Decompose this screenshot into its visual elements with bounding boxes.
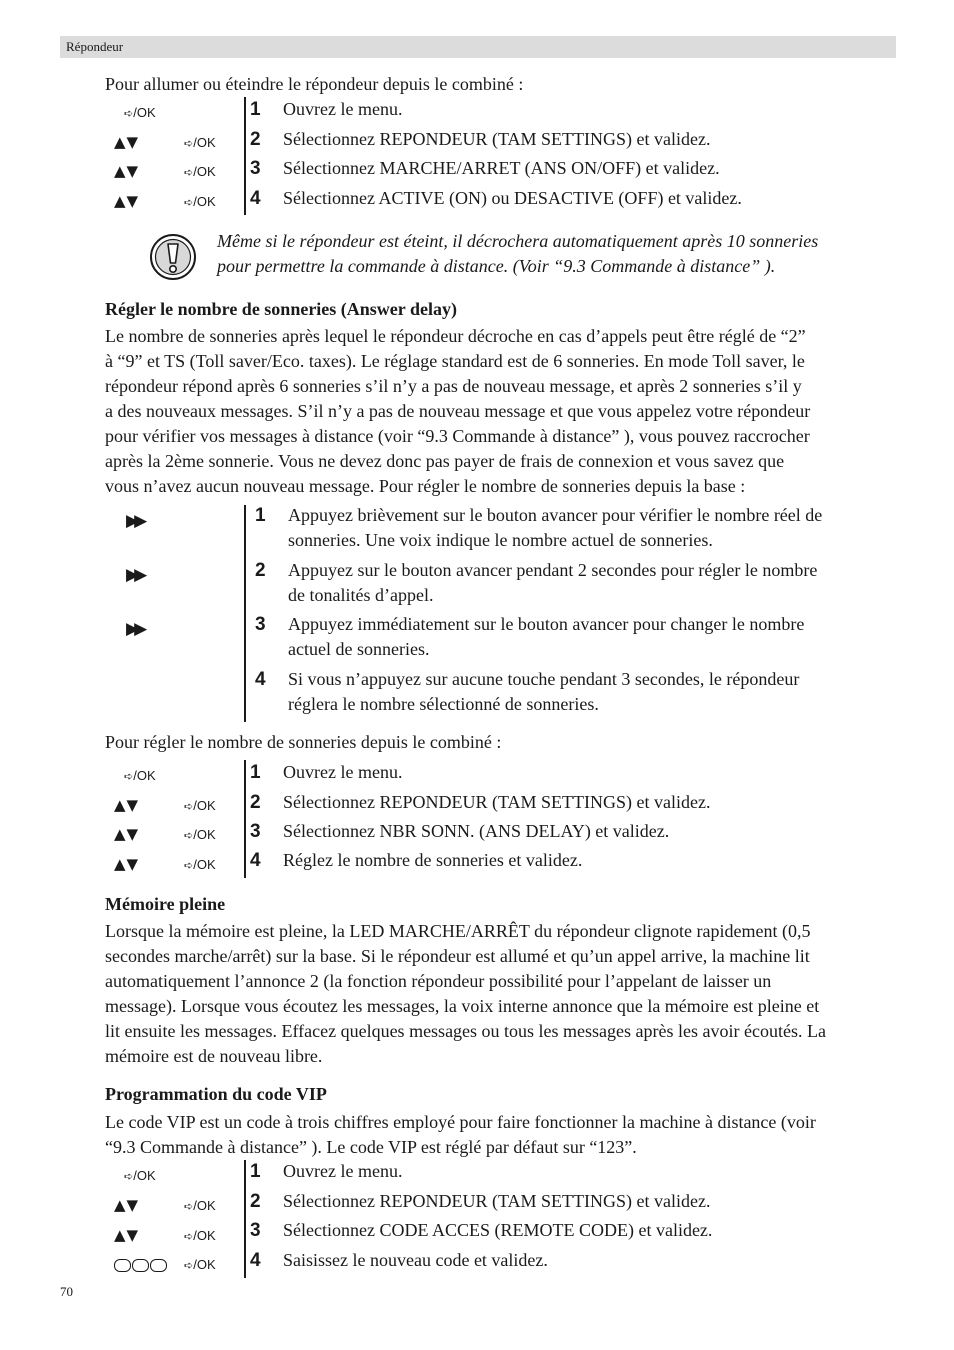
paragraph-line: pour vérifier vos messages à distance (voir “9.3 Commande à distance” ), vous pouvez raccrocher [105, 426, 810, 446]
forward-button-icon: ▶▶ [126, 511, 143, 531]
nav-keys-icon: ▲▼ [114, 855, 140, 873]
step-text: Appuyez sur le bouton avancer pendant 2 secondes pour régler le nombre [288, 560, 818, 580]
number-keys-icon [114, 1259, 167, 1272]
intro-onoff: Pour allumer ou éteindre le répondeur depuis le combiné : [105, 74, 524, 94]
ok-key-icon: ➪/OK [184, 164, 216, 179]
paragraph-line: a des nouveaux messages. S’il n’y a pas de nouveau message et que vous appelez votre répondeur [105, 401, 811, 421]
ok-key-icon: ➪/OK [184, 194, 216, 209]
step-number: 1 [250, 99, 261, 120]
section-title: Répondeur [66, 39, 124, 54]
step-number: 4 [250, 188, 261, 209]
warning-icon [148, 232, 198, 282]
paragraph-line: après la 2ème sonnerie. Vous ne devez donc pas payer de frais de connexion et vous savez que [105, 451, 785, 471]
step-number: 1 [255, 505, 266, 526]
ok-key-icon: ➪/OK [124, 1168, 156, 1183]
step-text: Ouvrez le menu. [283, 1161, 403, 1181]
step-text: Si vous n’appuyez sur aucune touche pendant 3 secondes, le répondeur [288, 669, 800, 689]
ok-key-icon: ➪/OK [184, 827, 216, 842]
ok-key-icon: ➪/OK [184, 135, 216, 150]
step-text: Saisissez le nouveau code et validez. [283, 1250, 548, 1270]
section-heading: Régler le nombre de sonneries (Answer delay) [105, 299, 457, 319]
step-divider [244, 1160, 246, 1278]
nav-keys-icon: ▲▼ [114, 162, 140, 180]
step-divider [244, 97, 246, 215]
paragraph-line: mémoire est de nouveau libre. [105, 1046, 323, 1066]
paragraph-line: à “9” et TS (Toll saver/Eco. taxes). Le réglage standard est de 6 sonneries. En mode Toll saver, le [105, 351, 805, 371]
nav-keys-icon: ▲▼ [114, 1196, 140, 1214]
step-text: de tonalités d’appel. [288, 585, 434, 605]
paragraph-line: “9.3 Commande à distance” ). Le code VIP est réglé par défaut sur “123”. [105, 1137, 637, 1157]
step-number: 3 [250, 821, 261, 842]
step-text: Ouvrez le menu. [283, 762, 403, 782]
running-header [60, 36, 896, 58]
step-number: 1 [250, 762, 261, 783]
step-number: 2 [250, 1191, 261, 1212]
step-number: 4 [255, 669, 266, 690]
step-text: Sélectionnez REPONDEUR (TAM SETTINGS) et validez. [283, 1191, 711, 1211]
step-text: Sélectionnez CODE ACCES (REMOTE CODE) et validez. [283, 1220, 713, 1240]
step-number: 3 [250, 1220, 261, 1241]
paragraph-line: message). Lorsque vous écoutez les messages, la voix interne annonce que la mémoire est pleine et [105, 996, 820, 1016]
step-divider [244, 760, 246, 878]
step-text: Réglez le nombre de sonneries et validez. [283, 850, 583, 870]
nav-keys-icon: ▲▼ [114, 796, 140, 814]
nav-keys-icon: ▲▼ [114, 1226, 140, 1244]
step-text: Appuyez brièvement sur le bouton avancer pour vérifier le nombre réel de [288, 505, 823, 525]
step-number: 2 [250, 792, 261, 813]
paragraph-line: lit ensuite les messages. Effacez quelques messages ou tous les messages après les avoir écoutés. La [105, 1021, 826, 1041]
step-number: 2 [250, 129, 261, 150]
section-heading: Mémoire pleine [105, 894, 226, 914]
step-text: Sélectionnez REPONDEUR (TAM SETTINGS) et validez. [283, 792, 711, 812]
step-text: sonneries. Une voix indique le nombre actuel de sonneries. [288, 530, 713, 550]
paragraph-line: secondes marche/arrêt) sur la base. Si le répondeur est allumé et qu’un appel arrive, la machine lit [105, 946, 810, 966]
ok-key-icon: ➪/OK [184, 1228, 216, 1243]
paragraph-line: répondeur répond après 6 sonneries s’il n’y a pas de nouveau message, et après 2 sonneries s’il y [105, 376, 802, 396]
paragraph-line: Le code VIP est un code à trois chiffres employé pour faire fonctionner la machine à distance (voir [105, 1112, 816, 1132]
ok-key-icon: ➪/OK [184, 1198, 216, 1213]
step-number: 4 [250, 850, 261, 871]
step-text: Ouvrez le menu. [283, 99, 403, 119]
step-text: Sélectionnez MARCHE/ARRET (ANS ON/OFF) et validez. [283, 158, 720, 178]
ok-key-icon: ➪/OK [184, 798, 216, 813]
step-number: 1 [250, 1161, 261, 1182]
step-text: Appuyez immédiatement sur le bouton avancer pour changer le nombre [288, 614, 805, 634]
forward-button-icon: ▶▶ [126, 619, 143, 639]
ok-key-icon: ➪/OK [184, 1257, 216, 1272]
step-text: Sélectionnez ACTIVE (ON) ou DESACTIVE (OFF) et validez. [283, 188, 742, 208]
step-text: actuel de sonneries. [288, 639, 430, 659]
ok-key-icon: ➪/OK [184, 857, 216, 872]
ok-key-icon: ➪/OK [124, 768, 156, 783]
note-line: pour permettre la commande à distance. (Voir “9.3 Commande à distance” ). [217, 256, 776, 276]
intro-handset: Pour régler le nombre de sonneries depuis le combiné : [105, 732, 502, 752]
step-text: Sélectionnez REPONDEUR (TAM SETTINGS) et validez. [283, 129, 711, 149]
paragraph-line: Lorsque la mémoire est pleine, la LED MARCHE/ARRÊT du répondeur clignote rapidement (0,5 [105, 921, 811, 941]
paragraph-line: Le nombre de sonneries après lequel le répondeur décroche en cas d’appels peut être réglé de “2” [105, 326, 806, 346]
step-number: 3 [255, 614, 266, 635]
ok-key-icon: ➪/OK [124, 105, 156, 120]
paragraph-line: automatiquement l’annonce 2 (la fonction répondeur possibilité pour l’appelant de laisser un [105, 971, 772, 991]
nav-keys-icon: ▲▼ [114, 133, 140, 151]
step-text: réglera le nombre sélectionné de sonneries. [288, 694, 599, 714]
nav-keys-icon: ▲▼ [114, 825, 140, 843]
step-divider [244, 505, 246, 722]
step-number: 3 [250, 158, 261, 179]
page-number: 70 [60, 1284, 73, 1299]
step-text: Sélectionnez NBR SONN. (ANS DELAY) et validez. [283, 821, 670, 841]
paragraph-line: vous n’avez aucun nouveau message. Pour régler le nombre de sonneries depuis la base : [105, 476, 746, 496]
forward-button-icon: ▶▶ [126, 565, 143, 585]
section-heading: Programmation du code VIP [105, 1084, 327, 1104]
step-number: 2 [255, 560, 266, 581]
nav-keys-icon: ▲▼ [114, 192, 140, 210]
note-line: Même si le répondeur est éteint, il décrochera automatiquement après 10 sonneries [217, 231, 819, 251]
step-number: 4 [250, 1250, 261, 1271]
